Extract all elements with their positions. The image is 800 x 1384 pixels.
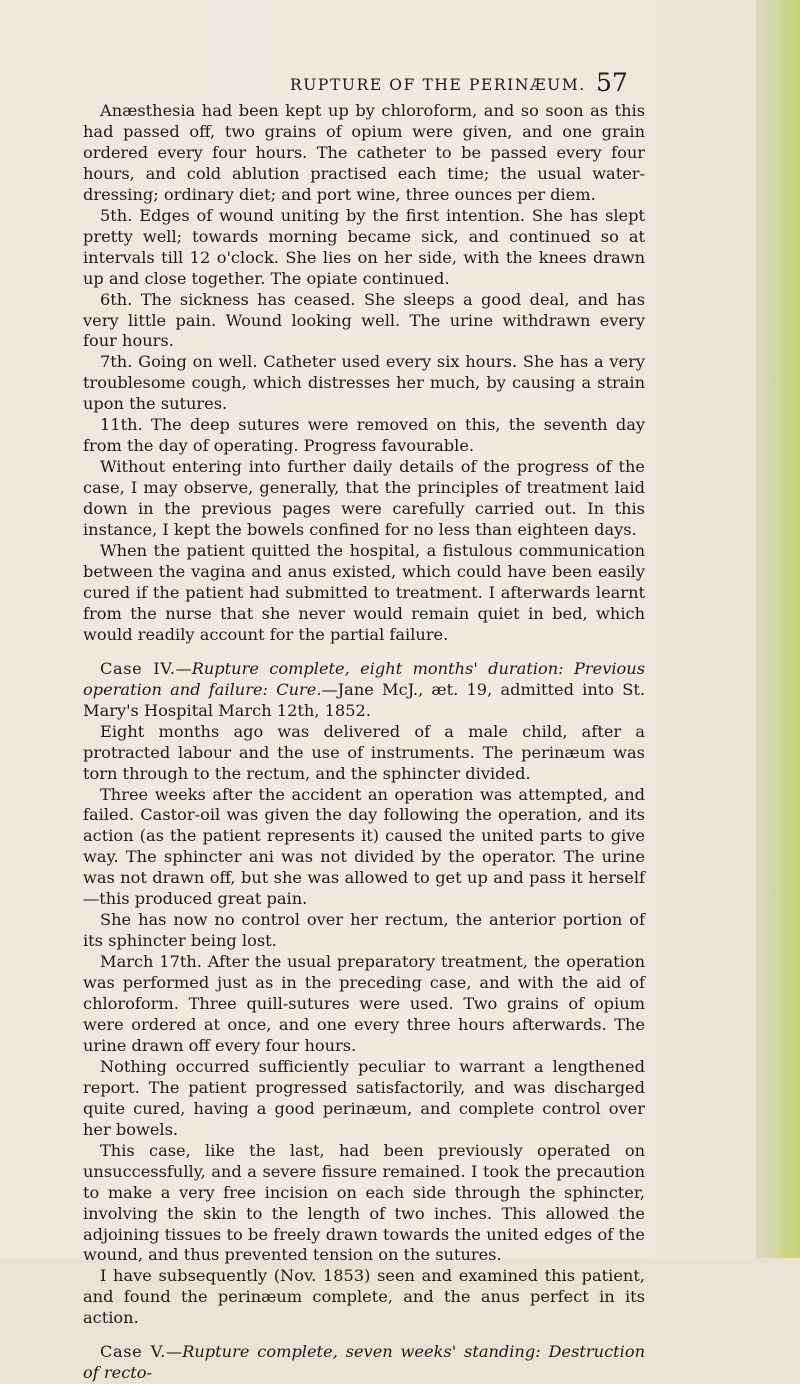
paragraph: Anæsthesia had been kept up by chloroform, and so soon as this had passed off, two grains of opium were given, and one grain ordered every four hours. The catheter to be passed every four hours, and cold ablution practised each time; the usual water-dressing; ordinary diet; and port wine, three ounces per diem. xyxy=(83,101,645,204)
case-title: Rupture complete, seven weeks' standing: Destruction of recto- xyxy=(83,1342,645,1383)
paragraph: 11th. The deep sutures were removed on this, the seventh day from the day of operating. Progress favourable. xyxy=(83,415,645,456)
paragraph: Eight months ago was delivered of a male child, after a protracted labour and the use of instruments. The perinæum was torn through to the rectum, and the sphincter divided. xyxy=(83,721,645,783)
paragraph: Without entering into further daily details of the progress of the case, I may observe, generally, that the principles of treatment laid down in the previous pages were carefully carried out. In this instance, I kept the bowels confined for no less than eighteen days. xyxy=(83,457,645,540)
paragraph: When the patient quitted the hospital, a fistulous communication between the vagina and anus existed, which could have been easily cured if the patient had submitted to treatment. I afterwards learnt from the nurse that she never would remain quiet in bed, which would readily account for the partial failure. xyxy=(83,541,645,644)
page-edge xyxy=(756,0,800,1258)
page-number: 57 xyxy=(596,68,628,97)
paragraph: Nothing occurred sufficiently peculiar to warrant a lengthened report. The patient progressed satisfactorily, and was discharged quite cured, having a good perinæum, and complete control over her bowels. xyxy=(83,1056,645,1139)
case-label: Case V. xyxy=(100,1342,166,1362)
paragraph: This case, like the last, had been previously operated on unsuccessfully, and a severe fissure remained. I took the precaution to make a very free incision on each side through the sphincter, involving the skin to the length of two inches. This allowed the adjoining tissues to be freely drawn towards the united edges of the wound, and thus prevented tension on the sutures. xyxy=(83,1140,645,1265)
paragraph: I have subsequently (Nov. 1853) seen and examined this patient, and found the perinæum complete, and the anus perfect in its action. xyxy=(83,1266,645,1328)
case-label: Case IV. xyxy=(100,658,176,678)
paragraph: 6th. The sickness has ceased. She sleeps a good deal, and has very little pain. Wound looking well. The urine withdrawn every four hours. xyxy=(83,289,645,351)
paragraph: 5th. Edges of wound uniting by the first intention. She has slept pretty well; towards morning became sick, and continued so at intervals till 12 o'clock. She lies on her side, with the knees drawn up and close together. The opiate continued. xyxy=(83,205,645,288)
paragraph: 7th. Going on well. Catheter used every six hours. She has a very troublesome cough, which distresses her much, by causing a strain upon the sutures. xyxy=(83,352,645,414)
case-v-heading xyxy=(83,1342,645,1384)
paragraph: Three weeks after the accident an operation was attempted, and failed. Castor-oil was given the day following the operation, and its action (as the patient represents it) caused the united parts to give way. The sphincter ani was not divided by the operator. The urine was not drawn off, but she was allowed to get up and pass it herself—this produced great pain. xyxy=(83,784,645,909)
running-title: RUPTURE OF THE PERINÆUM. xyxy=(290,76,586,94)
case-title: Rupture complete, eight months' duration: Previous operation and failure: Cure. xyxy=(83,658,645,699)
paragraph: March 17th. After the usual preparatory treatment, the operation was performed just as in the preceding case, and with the aid of chloroform. Three quill-sutures were used. Two grains of opium were ordered at once, and one every three hours afterwards. The urine drawn off every four hours. xyxy=(83,952,645,1055)
case-intro: —Jane McJ., æt. 19, admitted into St. Mary's Hospital March 12th, 1852. xyxy=(83,679,645,720)
paragraph: She has now no control over her rectum, the anterior portion of its sphincter being lost. xyxy=(83,910,645,951)
body-text xyxy=(83,101,645,1384)
case-dash: — xyxy=(166,1342,183,1362)
case-dash: — xyxy=(175,658,192,678)
case-iv-heading xyxy=(83,659,645,722)
